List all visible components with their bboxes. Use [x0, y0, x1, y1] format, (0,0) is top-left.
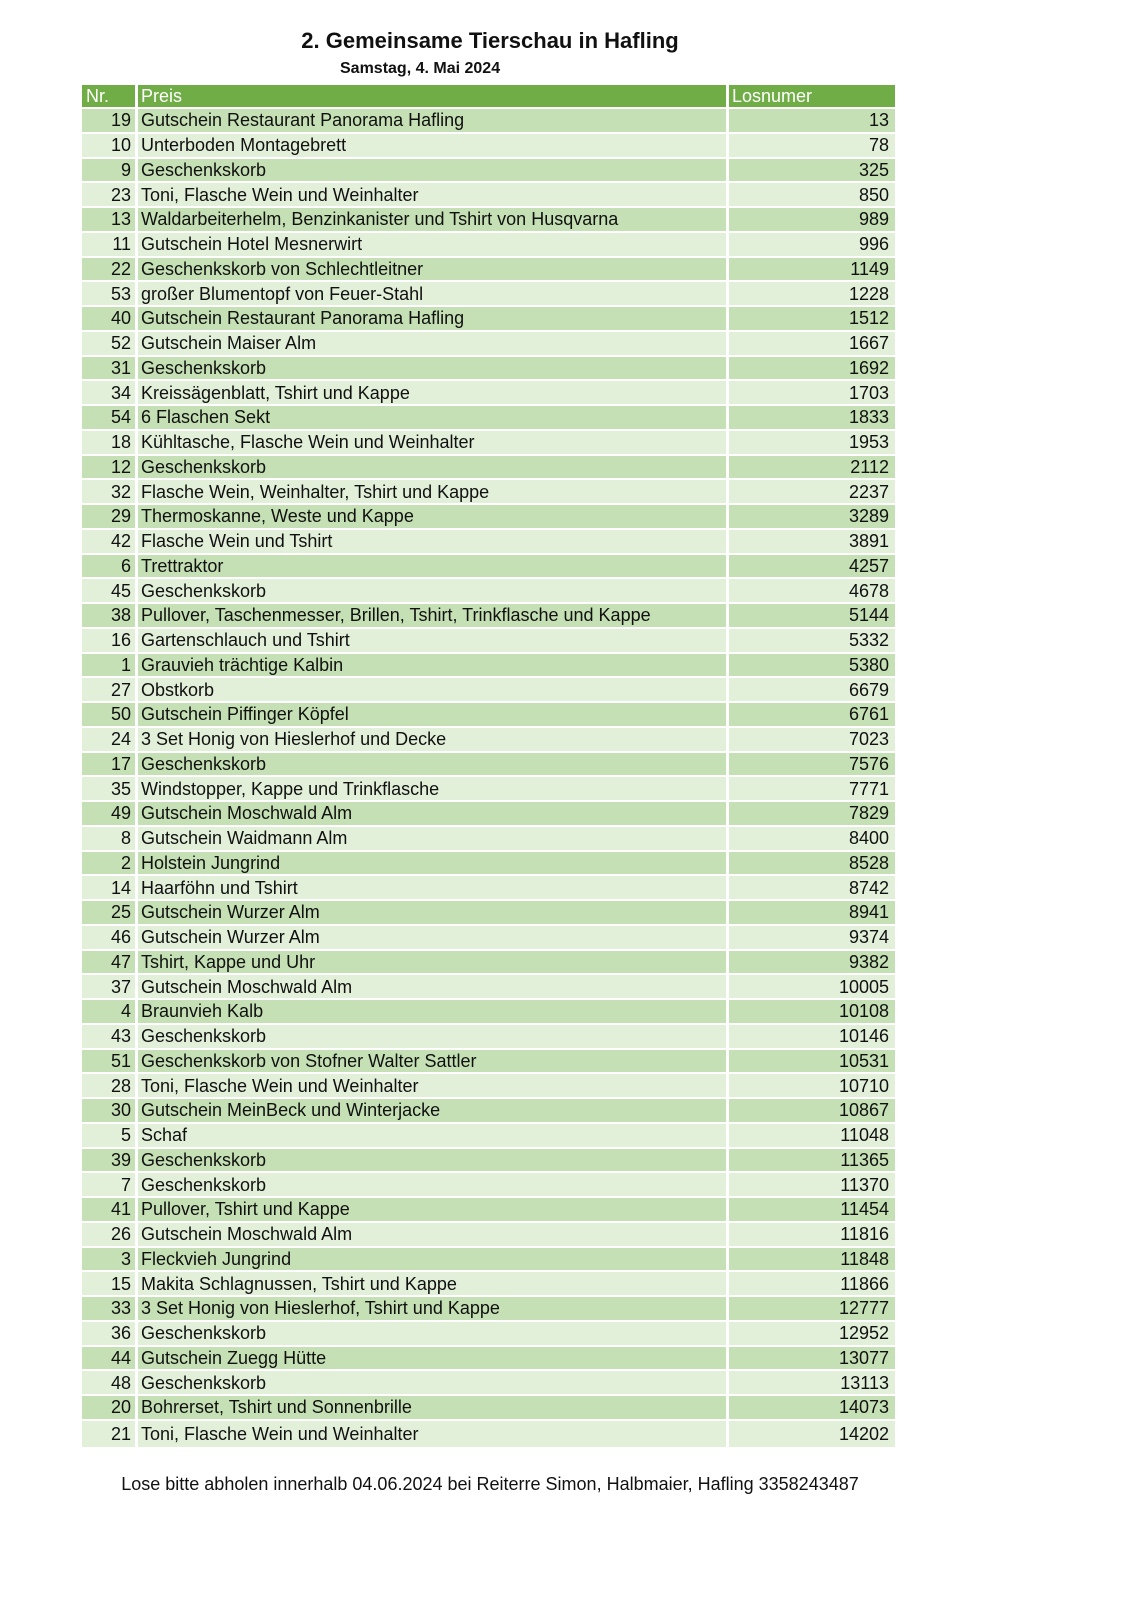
cell-preis: Unterboden Montagebrett	[138, 134, 729, 157]
cell-losnummer: 850	[858, 184, 889, 205]
cell-preis: Gutschein MeinBeck und Winterjacke	[138, 1099, 729, 1122]
cell-preis: Holstein Jungrind	[138, 852, 729, 875]
cell-losnummer: 7023	[848, 729, 889, 750]
cell-losnummer: 10005	[838, 976, 889, 997]
footer-note: Lose bitte abholen innerhalb 04.06.2024 bei Reiterre Simon, Halbmaier, Hafling 3358243487	[121, 1474, 859, 1494]
cell-losnummer: 4678	[848, 580, 889, 601]
cell-nr: 4	[82, 1000, 138, 1023]
table-row	[82, 134, 895, 159]
table-row	[82, 1248, 895, 1273]
cell-losnummer: 325	[858, 159, 889, 180]
cell-nr: 28	[82, 1074, 138, 1097]
cell-nr: 6	[82, 555, 138, 578]
table-row	[82, 777, 895, 802]
cell-nr: 40	[82, 307, 138, 330]
cell-preis: Gutschein Wurzer Alm	[138, 901, 729, 924]
cell-preis: Toni, Flasche Wein und Weinhalter	[138, 183, 729, 206]
table-row	[82, 802, 895, 827]
table-row	[82, 505, 895, 530]
cell-preis: Gutschein Piffinger Köpfel	[138, 703, 729, 726]
cell-losnummer: 1953	[848, 432, 889, 453]
cell-losnummer: 5380	[848, 654, 889, 675]
cell-nr: 44	[82, 1347, 138, 1370]
cell-preis: Waldarbeiterhelm, Benzinkanister und Tshirt von Husqvarna	[138, 208, 729, 231]
cell-nr: 34	[82, 381, 138, 404]
cell-preis: Geschenkskorb von Schlechtleitner	[138, 258, 729, 281]
cell-losnummer: 10867	[838, 1100, 889, 1121]
table-row	[82, 159, 895, 184]
cell-nr: 42	[82, 530, 138, 553]
cell-nr: 52	[82, 332, 138, 355]
table-row	[82, 1297, 895, 1322]
cell-preis: Windstopper, Kappe und Trinkflasche	[138, 777, 729, 800]
cell-preis: großer Blumentopf von Feuer-Stahl	[138, 282, 729, 305]
table-row	[82, 753, 895, 778]
cell-nr: 43	[82, 1025, 138, 1048]
cell-preis: Toni, Flasche Wein und Weinhalter	[138, 1074, 729, 1097]
table-row	[82, 1074, 895, 1099]
cell-losnummer: 1667	[848, 333, 889, 354]
cell-losnummer: 1692	[848, 357, 889, 378]
table-row	[82, 1396, 895, 1421]
table-row	[82, 951, 895, 976]
table-row	[82, 1000, 895, 1025]
cell-preis: Haarföhn und Tshirt	[138, 876, 729, 899]
table-row	[82, 876, 895, 901]
table-row	[82, 1421, 895, 1449]
table-row	[82, 1099, 895, 1124]
cell-losnummer: 5332	[848, 630, 889, 651]
cell-losnummer: 11370	[840, 1174, 889, 1195]
cell-nr: 38	[82, 604, 138, 627]
cell-nr: 53	[82, 282, 138, 305]
cell-preis: Tshirt, Kappe und Uhr	[138, 951, 729, 974]
cell-losnummer: 14202	[838, 1423, 889, 1444]
cell-losnummer: 3289	[848, 506, 889, 527]
cell-preis: Gutschein Restaurant Panorama Hafling	[138, 307, 729, 330]
cell-preis: Kreissägenblatt, Tshirt und Kappe	[138, 381, 729, 404]
cell-preis: Makita Schlagnussen, Tshirt und Kappe	[138, 1272, 729, 1295]
cell-nr: 24	[82, 728, 138, 751]
cell-losnummer: 8400	[848, 828, 889, 849]
cell-losnummer: 8742	[848, 877, 889, 898]
cell-preis: Geschenkskorb	[138, 1173, 729, 1196]
table-row	[82, 1322, 895, 1347]
cell-preis: Geschenkskorb	[138, 579, 729, 602]
cell-losnummer: 11365	[840, 1149, 889, 1170]
table-row	[82, 208, 895, 233]
cell-preis: Gutschein Zuegg Hütte	[138, 1347, 729, 1370]
cell-nr: 5	[82, 1124, 138, 1147]
table-row	[82, 1347, 895, 1372]
table-row	[82, 307, 895, 332]
cell-preis: Pullover, Tshirt und Kappe	[138, 1198, 729, 1221]
cell-preis: Geschenkskorb	[138, 753, 729, 776]
cell-preis: 6 Flaschen Sekt	[138, 406, 729, 429]
cell-losnummer: 1512	[848, 308, 889, 329]
cell-losnummer: 996	[858, 234, 889, 255]
cell-nr: 13	[82, 208, 138, 231]
cell-preis: Gartenschlauch und Tshirt	[138, 629, 729, 652]
cell-preis: 3 Set Honig von Hieslerhof und Decke	[138, 728, 729, 751]
table-row	[82, 1124, 895, 1149]
cell-nr: 32	[82, 480, 138, 503]
cell-nr: 2	[82, 852, 138, 875]
cell-preis: Gutschein Wurzer Alm	[138, 926, 729, 949]
cell-preis: Gutschein Moschwald Alm	[138, 802, 729, 825]
table-row	[82, 926, 895, 951]
cell-preis: Fleckvieh Jungrind	[138, 1248, 729, 1271]
table-row	[82, 1025, 895, 1050]
cell-losnummer: 8941	[848, 902, 889, 923]
cell-nr: 23	[82, 183, 138, 206]
cell-nr: 33	[82, 1297, 138, 1320]
cell-nr: 37	[82, 975, 138, 998]
cell-nr: 11	[82, 233, 138, 256]
table-row	[82, 406, 895, 431]
column-header-losnummer: Losnumer	[732, 86, 813, 106]
cell-losnummer: 11816	[840, 1224, 889, 1245]
table-header-row	[82, 85, 895, 109]
cell-nr: 46	[82, 926, 138, 949]
cell-preis: Kühltasche, Flasche Wein und Weinhalter	[138, 431, 729, 454]
cell-nr: 26	[82, 1223, 138, 1246]
cell-losnummer: 6761	[848, 704, 889, 725]
cell-nr: 12	[82, 456, 138, 479]
cell-losnummer: 1703	[848, 382, 889, 403]
cell-nr: 49	[82, 802, 138, 825]
table-row	[82, 233, 895, 258]
cell-nr: 48	[82, 1371, 138, 1394]
cell-nr: 35	[82, 777, 138, 800]
cell-nr: 31	[82, 357, 138, 380]
cell-losnummer: 7829	[848, 803, 889, 824]
cell-nr: 36	[82, 1322, 138, 1345]
cell-losnummer: 6679	[848, 679, 889, 700]
cell-losnummer: 989	[858, 209, 889, 230]
table-row	[82, 852, 895, 877]
cell-preis: Geschenkskorb von Stofner Walter Sattler	[138, 1050, 729, 1073]
cell-preis: Geschenkskorb	[138, 1371, 729, 1394]
cell-preis: 3 Set Honig von Hieslerhof, Tshirt und Kappe	[138, 1297, 729, 1320]
cell-nr: 3	[82, 1248, 138, 1271]
table-row	[82, 1149, 895, 1174]
cell-nr: 9	[82, 159, 138, 182]
cell-preis: Gutschein Moschwald Alm	[138, 975, 729, 998]
cell-losnummer: 1833	[848, 407, 889, 428]
cell-preis: Geschenkskorb	[138, 1025, 729, 1048]
table-row	[82, 579, 895, 604]
cell-nr: 29	[82, 505, 138, 528]
cell-losnummer: 11866	[840, 1273, 889, 1294]
cell-nr: 14	[82, 876, 138, 899]
cell-nr: 45	[82, 579, 138, 602]
cell-nr: 17	[82, 753, 138, 776]
cell-losnummer: 12777	[838, 1298, 889, 1319]
cell-losnummer: 14073	[838, 1397, 889, 1418]
cell-nr: 54	[82, 406, 138, 429]
table-row	[82, 1272, 895, 1297]
table-row	[82, 357, 895, 382]
cell-preis: Obstkorb	[138, 678, 729, 701]
cell-losnummer: 9382	[848, 951, 889, 972]
table-row	[82, 258, 895, 283]
table-row	[82, 1371, 895, 1396]
cell-losnummer: 11454	[840, 1199, 889, 1220]
cell-losnummer: 1149	[850, 258, 889, 279]
prize-table	[82, 85, 895, 1449]
cell-losnummer: 10710	[838, 1075, 889, 1096]
cell-nr: 51	[82, 1050, 138, 1073]
cell-losnummer: 9374	[848, 927, 889, 948]
cell-losnummer: 4257	[848, 555, 889, 576]
table-row	[82, 629, 895, 654]
cell-losnummer: 13113	[840, 1372, 889, 1393]
table-row	[82, 1223, 895, 1248]
table-row	[82, 678, 895, 703]
cell-losnummer: 7771	[848, 778, 889, 799]
table-row	[82, 431, 895, 456]
cell-preis: Flasche Wein und Tshirt	[138, 530, 729, 553]
cell-nr: 10	[82, 134, 138, 157]
table-row	[82, 282, 895, 307]
cell-preis: Geschenkskorb	[138, 456, 729, 479]
cell-nr: 22	[82, 258, 138, 281]
cell-losnummer: 1228	[848, 283, 889, 304]
cell-preis: Gutschein Maiser Alm	[138, 332, 729, 355]
cell-losnummer: 2112	[850, 456, 889, 477]
cell-preis: Gutschein Waidmann Alm	[138, 827, 729, 850]
cell-preis: Geschenkskorb	[138, 159, 729, 182]
cell-losnummer: 11848	[840, 1248, 889, 1269]
cell-preis: Grauvieh trächtige Kalbin	[138, 654, 729, 677]
cell-nr: 27	[82, 678, 138, 701]
table-row	[82, 530, 895, 555]
table-row	[82, 703, 895, 728]
table-row	[82, 332, 895, 357]
cell-nr: 8	[82, 827, 138, 850]
cell-nr: 47	[82, 951, 138, 974]
cell-losnummer: 3891	[848, 531, 889, 552]
cell-preis: Gutschein Hotel Mesnerwirt	[138, 233, 729, 256]
table-row	[82, 1173, 895, 1198]
cell-nr: 1	[82, 654, 138, 677]
cell-losnummer: 13	[868, 110, 889, 131]
table-row	[82, 183, 895, 208]
cell-nr: 15	[82, 1272, 138, 1295]
cell-losnummer: 11048	[840, 1125, 889, 1146]
cell-nr: 21	[82, 1421, 138, 1447]
cell-preis: Trettraktor	[138, 555, 729, 578]
cell-losnummer: 10108	[838, 1001, 889, 1022]
column-header-preis: Preis	[138, 85, 729, 107]
cell-losnummer: 10146	[838, 1026, 889, 1047]
cell-nr: 50	[82, 703, 138, 726]
table-row	[82, 109, 895, 134]
table-row	[82, 381, 895, 406]
cell-nr: 18	[82, 431, 138, 454]
cell-preis: Flasche Wein, Weinhalter, Tshirt und Kappe	[138, 480, 729, 503]
table-row	[82, 728, 895, 753]
cell-preis: Braunvieh Kalb	[138, 1000, 729, 1023]
cell-preis: Gutschein Restaurant Panorama Hafling	[138, 109, 729, 132]
cell-nr: 39	[82, 1149, 138, 1172]
cell-nr: 41	[82, 1198, 138, 1221]
cell-preis: Bohrerset, Tshirt und Sonnenbrille	[138, 1396, 729, 1419]
cell-nr: 30	[82, 1099, 138, 1122]
table-row	[82, 456, 895, 481]
cell-losnummer: 12952	[838, 1323, 889, 1344]
cell-nr: 25	[82, 901, 138, 924]
cell-losnummer: 13077	[838, 1347, 889, 1368]
column-header-nr: Nr.	[82, 85, 138, 107]
cell-nr: 20	[82, 1396, 138, 1419]
cell-preis: Gutschein Moschwald Alm	[138, 1223, 729, 1246]
cell-preis: Toni, Flasche Wein und Weinhalter	[138, 1421, 729, 1447]
page-title: 2. Gemeinsame Tierschau in Hafling	[301, 28, 679, 53]
table-row	[82, 901, 895, 926]
table-row	[82, 480, 895, 505]
cell-losnummer: 8528	[848, 852, 889, 873]
cell-losnummer: 2237	[848, 481, 889, 502]
cell-preis: Pullover, Taschenmesser, Brillen, Tshirt, Trinkflasche und Kappe	[138, 604, 729, 627]
cell-losnummer: 78	[868, 135, 889, 156]
table-row	[82, 827, 895, 852]
table-row	[82, 555, 895, 580]
table-row	[82, 1050, 895, 1075]
table-row	[82, 604, 895, 629]
table-row	[82, 975, 895, 1000]
page-subtitle: Samstag, 4. Mai 2024	[340, 60, 501, 77]
table-row	[82, 1198, 895, 1223]
cell-preis: Thermoskanne, Weste und Kappe	[138, 505, 729, 528]
cell-preis: Geschenkskorb	[138, 357, 729, 380]
cell-nr: 7	[82, 1173, 138, 1196]
cell-preis: Geschenkskorb	[138, 1149, 729, 1172]
cell-losnummer: 7576	[848, 753, 889, 774]
cell-losnummer: 10531	[838, 1050, 889, 1071]
cell-nr: 19	[82, 109, 138, 132]
cell-preis: Geschenkskorb	[138, 1322, 729, 1345]
cell-nr: 16	[82, 629, 138, 652]
cell-losnummer: 5144	[848, 605, 889, 626]
table-row	[82, 654, 895, 679]
cell-preis: Schaf	[138, 1124, 729, 1147]
